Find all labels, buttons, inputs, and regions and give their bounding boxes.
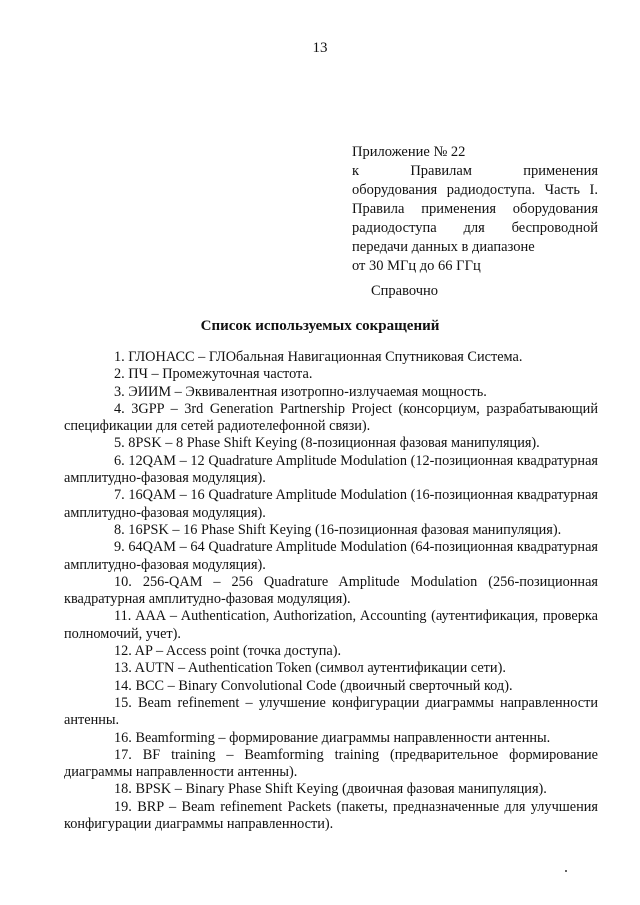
list-item: 3. ЭИИМ – Эквивалентная изотропно-излучаемая мощность.	[114, 383, 487, 400]
list-item: 1. ГЛОНАСС – ГЛОбальная Навигационная Спутниковая Система.	[114, 349, 523, 365]
abbreviation-list	[64, 349, 598, 833]
appendix-line: оборудования радиодоступа. Часть I.	[352, 182, 598, 198]
list-item: 15. Beam refinement – улучшение конфигурации диаграммы направленности антенны.	[64, 694, 598, 729]
list-item: 2. ПЧ – Промежуточная частота.	[114, 366, 313, 383]
appendix-line: от 30 МГц до 66 ГГц	[352, 258, 481, 274]
appendix-header	[352, 143, 598, 276]
reference-label: Справочно	[371, 283, 439, 299]
appendix-line: Правила применения оборудования	[352, 201, 598, 217]
list-item: 14. BCC – Binary Convolutional Code (двоичный сверточный код).	[114, 677, 513, 694]
list-item: 17. BF training – Beamforming training (предварительное формирование диаграммы направленности антенны).	[64, 746, 598, 781]
page-number: 13	[312, 40, 328, 56]
list-item: 16. Beamforming – формирование диаграммы направленности антенны.	[114, 729, 551, 746]
list-item: 8. 16PSK – 16 Phase Shift Keying (16-позиционная фазовая манипуляция).	[114, 521, 562, 538]
list-item: 9. 64QAM – 64 Quadrature Amplitude Modulation (64-позиционная квадратурная амплитудно-фазовая модуляция).	[64, 539, 598, 573]
list-item: 13. AUTN – Authentication Token (символ аутентификации сети).	[114, 660, 506, 677]
list-item: 7. 16QAM – 16 Quadrature Amplitude Modulation (16-позиционная квадратурная амплитудно-фазовая модуляция).	[64, 487, 598, 521]
list-item: 18. BPSK – Binary Phase Shift Keying (двоичная фазовая манипуляция).	[114, 781, 547, 798]
list-item: 12. AP – Access point (точка доступа).	[114, 643, 342, 660]
appendix-line: Приложение № 22	[352, 144, 466, 160]
list-item: 10. 256-QAM – 256 Quadrature Amplitude Modulation (256-позиционная квадратурная амплитудно-фазовая модуляция).	[64, 573, 598, 608]
appendix-line: радиодоступа для беспроводной	[352, 220, 598, 236]
list-item: 6. 12QAM – 12 Quadrature Amplitude Modulation (12-позиционная квадратурная амплитудно-фазовая модуляция).	[64, 452, 598, 487]
scan-dot-mark	[565, 870, 567, 872]
appendix-line: передачи данных в диапазоне	[352, 239, 535, 255]
appendix-line: к Правилам применения	[352, 163, 598, 179]
list-item: 4. 3GPP – 3rd Generation Partnership Project (консорциум, разрабатывающий спецификации для сетей радиотелефонной связи).	[64, 400, 598, 435]
list-item: 5. 8PSK – 8 Phase Shift Keying (8-позиционная фазовая манипуляция).	[114, 435, 540, 452]
list-item: 11. AAA – Authentication, Authorization, Accounting (аутентификация, проверка полномочий, учет).	[64, 608, 598, 642]
list-item: 19. BRP – Beam refinement Packets (пакеты, предназначенные для улучшения конфигурации диаграммы направленности).	[64, 798, 598, 833]
list-title: Список используемых сокращений	[200, 318, 440, 334]
